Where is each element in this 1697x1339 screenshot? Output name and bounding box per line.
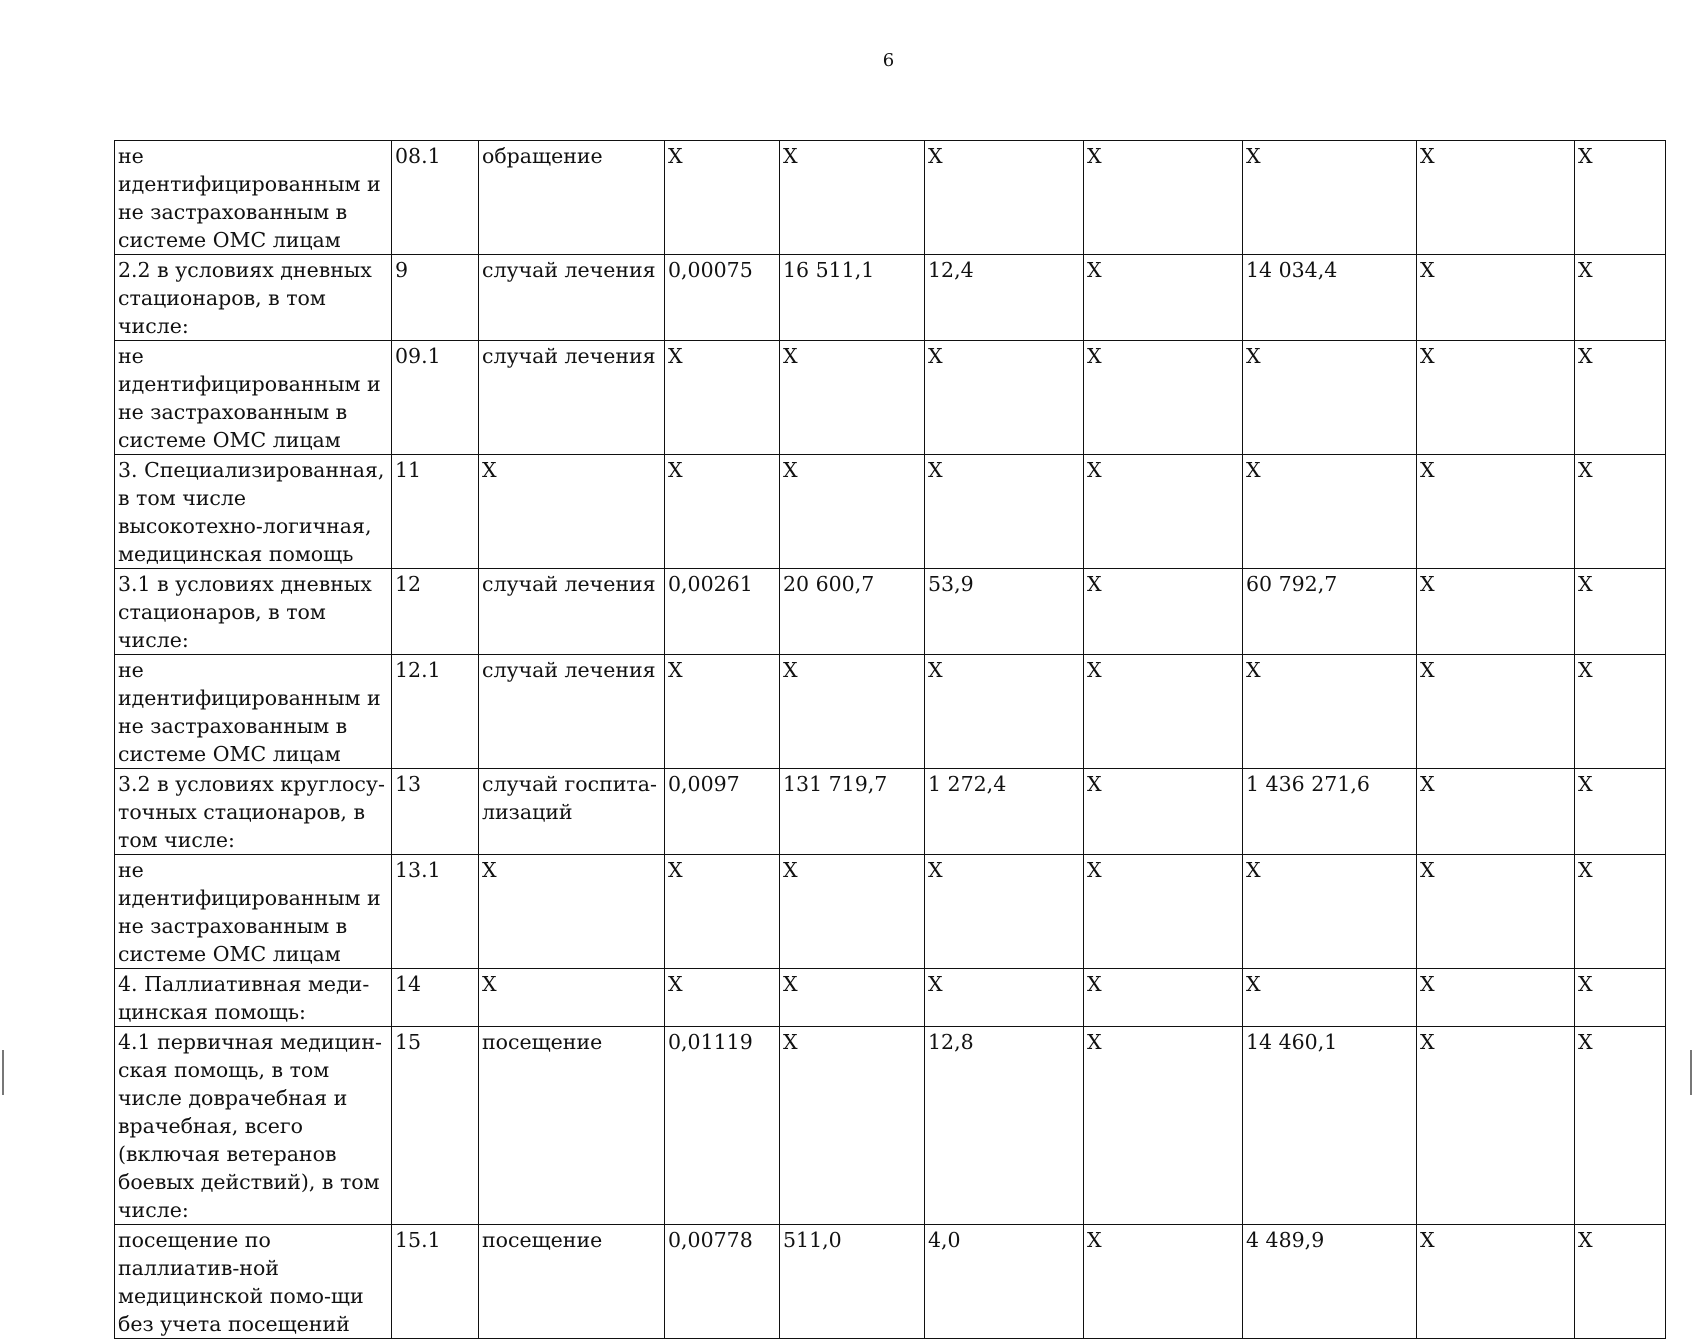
- table-row: [115, 1225, 1666, 1339]
- table-row: [115, 855, 1666, 969]
- table-cell: 4.1 первичная медицин-ская помощь, в том числе доврачебная и врачебная, всего (включая ветеранов боевых действий), в том числе:: [115, 1027, 392, 1225]
- table-cell: X: [665, 341, 780, 455]
- table-cell: 12: [392, 569, 479, 655]
- table-cell: X: [665, 455, 780, 569]
- table-cell: X: [1575, 341, 1666, 455]
- table-cell: 15.1: [392, 1225, 479, 1339]
- table-cell: не идентифицированным и не застрахованным в системе ОМС лицам: [115, 855, 392, 969]
- table-cell: X: [1575, 769, 1666, 855]
- table-cell: X: [479, 969, 665, 1027]
- table-cell: 511,0: [780, 1225, 925, 1339]
- table-cell: X: [1575, 1225, 1666, 1339]
- table-cell: 11: [392, 455, 479, 569]
- table-row: [115, 455, 1666, 569]
- table-cell: X: [1084, 255, 1243, 341]
- table-cell: X: [1243, 141, 1417, 255]
- table-cell: 60 792,7: [1243, 569, 1417, 655]
- table-cell: X: [1243, 969, 1417, 1027]
- table-cell: 3.1 в условиях дневных стационаров, в том числе:: [115, 569, 392, 655]
- table-cell: X: [925, 341, 1084, 455]
- table-cell: случай лечения: [479, 655, 665, 769]
- table-cell: X: [1243, 655, 1417, 769]
- table-cell: X: [780, 341, 925, 455]
- table-cell: X: [925, 455, 1084, 569]
- table-cell: 4 489,9: [1243, 1225, 1417, 1339]
- table-cell: X: [1575, 255, 1666, 341]
- table-cell: 53,9: [925, 569, 1084, 655]
- page-number: 6: [882, 50, 895, 71]
- table-cell: X: [1575, 855, 1666, 969]
- table-cell: не идентифицированным и не застрахованным в системе ОМС лицам: [115, 655, 392, 769]
- table-cell: 0,00075: [665, 255, 780, 341]
- table-cell: посещение по паллиатив-ной медицинской помо-щи без учета посещений: [115, 1225, 392, 1339]
- table-row: [115, 969, 1666, 1027]
- table-cell: X: [1417, 655, 1575, 769]
- table-cell: не идентифицированным и не застрахованным в системе ОМС лицам: [115, 341, 392, 455]
- table-cell: X: [1575, 969, 1666, 1027]
- table-cell: 0,01119: [665, 1027, 780, 1225]
- table-cell: X: [665, 141, 780, 255]
- table-cell: посещение: [479, 1027, 665, 1225]
- table-cell: X: [479, 455, 665, 569]
- table-row: [115, 341, 1666, 455]
- table-cell: 14 460,1: [1243, 1027, 1417, 1225]
- table-cell: X: [665, 855, 780, 969]
- table-cell: 14: [392, 969, 479, 1027]
- table-cell: 1 436 271,6: [1243, 769, 1417, 855]
- table-cell: 3.2 в условиях круглосу-точных стационаров, в том числе:: [115, 769, 392, 855]
- table-cell: 1 272,4: [925, 769, 1084, 855]
- table-cell: 12,8: [925, 1027, 1084, 1225]
- table-cell: X: [1084, 141, 1243, 255]
- table-cell: X: [925, 855, 1084, 969]
- table-cell: 4. Паллиативная меди-цинская помощь:: [115, 969, 392, 1027]
- table-cell: X: [780, 455, 925, 569]
- table-cell: X: [1575, 1027, 1666, 1225]
- table-cell: 16 511,1: [780, 255, 925, 341]
- table-cell: X: [780, 855, 925, 969]
- table-cell: X: [1417, 341, 1575, 455]
- table-cell: X: [1084, 1027, 1243, 1225]
- table-cell: X: [1084, 655, 1243, 769]
- data-table: [114, 140, 1666, 1339]
- table-cell: X: [1575, 141, 1666, 255]
- table-cell: случай лечения: [479, 255, 665, 341]
- table-cell: X: [1575, 569, 1666, 655]
- table-cell: 15: [392, 1027, 479, 1225]
- table-cell: 12,4: [925, 255, 1084, 341]
- table-cell: X: [925, 141, 1084, 255]
- table-cell: посещение: [479, 1225, 665, 1339]
- table-row: [115, 769, 1666, 855]
- table-cell: X: [1417, 141, 1575, 255]
- table-row: [115, 255, 1666, 341]
- table-cell: 09.1: [392, 341, 479, 455]
- table-cell: 0,0097: [665, 769, 780, 855]
- table-row: [115, 1027, 1666, 1225]
- table-cell: обращение: [479, 141, 665, 255]
- table-cell: случай лечения: [479, 341, 665, 455]
- table-cell: 12.1: [392, 655, 479, 769]
- table-cell: случай госпита-лизаций: [479, 769, 665, 855]
- table-cell: X: [1417, 969, 1575, 1027]
- table-cell: X: [1417, 855, 1575, 969]
- table-body: [115, 141, 1666, 1339]
- table-cell: X: [1243, 855, 1417, 969]
- table-cell: X: [1084, 769, 1243, 855]
- table-cell: X: [1417, 769, 1575, 855]
- table-cell: X: [1417, 255, 1575, 341]
- table-cell: X: [1417, 569, 1575, 655]
- scan-edge-mark: [2, 1050, 4, 1095]
- table-cell: X: [1084, 341, 1243, 455]
- table-cell: X: [665, 969, 780, 1027]
- table-cell: X: [780, 969, 925, 1027]
- table-cell: 0,00261: [665, 569, 780, 655]
- table-cell: 13: [392, 769, 479, 855]
- table-cell: 20 600,7: [780, 569, 925, 655]
- table-cell: случай лечения: [479, 569, 665, 655]
- table-cell: 08.1: [392, 141, 479, 255]
- table-cell: X: [1575, 655, 1666, 769]
- table-cell: X: [780, 1027, 925, 1225]
- table-cell: X: [925, 969, 1084, 1027]
- table-cell: 2.2 в условиях дневных стационаров, в том числе:: [115, 255, 392, 341]
- table-cell: 4,0: [925, 1225, 1084, 1339]
- table-cell: X: [1417, 1225, 1575, 1339]
- table-cell: X: [1243, 341, 1417, 455]
- table-cell: X: [1417, 1027, 1575, 1225]
- table-cell: X: [1084, 969, 1243, 1027]
- table-cell: X: [1575, 455, 1666, 569]
- table-row: [115, 569, 1666, 655]
- table-cell: X: [665, 655, 780, 769]
- table-cell: X: [1084, 1225, 1243, 1339]
- table-cell: 131 719,7: [780, 769, 925, 855]
- table-cell: X: [1084, 855, 1243, 969]
- table-cell: 9: [392, 255, 479, 341]
- table-cell: X: [780, 655, 925, 769]
- table-cell: 3. Специализированная, в том числе высокотехно-логичная, медицинская помощь: [115, 455, 392, 569]
- scan-edge-mark: [1690, 1050, 1692, 1095]
- table-cell: X: [780, 141, 925, 255]
- table-row: [115, 655, 1666, 769]
- table-cell: X: [1243, 455, 1417, 569]
- table-cell: X: [1084, 569, 1243, 655]
- table-cell: не идентифицированным и не застрахованным в системе ОМС лицам: [115, 141, 392, 255]
- table-row: [115, 141, 1666, 255]
- table-cell: 14 034,4: [1243, 255, 1417, 341]
- table-cell: 0,00778: [665, 1225, 780, 1339]
- table-cell: X: [1417, 455, 1575, 569]
- table-cell: 13.1: [392, 855, 479, 969]
- table-cell: X: [1084, 455, 1243, 569]
- table-cell: X: [925, 655, 1084, 769]
- table-cell: X: [479, 855, 665, 969]
